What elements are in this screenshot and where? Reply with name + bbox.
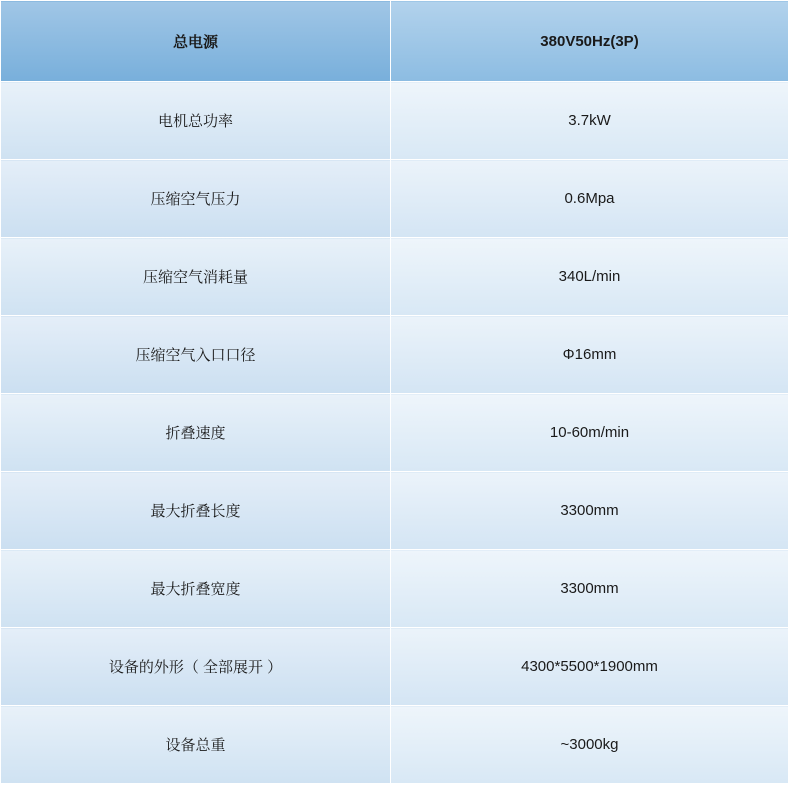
cell-parameter-value: 340L/min — [391, 238, 788, 316]
cell-parameter-name: 压缩空气压力 — [1, 160, 391, 238]
table-header — [1, 1, 788, 82]
table-row — [1, 316, 788, 394]
cell-parameter-name: 最大折叠宽度 — [1, 550, 391, 628]
table-row — [1, 394, 788, 472]
cell-parameter-name: 折叠速度 — [1, 394, 391, 472]
cell-parameter-name: 压缩空气消耗量 — [1, 238, 391, 316]
cell-parameter-value: 3300mm — [391, 550, 788, 628]
table-row — [1, 472, 788, 550]
cell-parameter-name: 压缩空气入口口径 — [1, 316, 391, 394]
cell-parameter-name: 设备的外形（ 全部展开 ） — [1, 628, 391, 706]
cell-parameter-value: 3.7kW — [391, 82, 788, 160]
table-row — [1, 550, 788, 628]
table-body — [1, 82, 788, 784]
table-row — [1, 238, 788, 316]
header-cell-parameter: 总电源 — [1, 1, 391, 82]
table-header-row — [1, 1, 788, 82]
cell-parameter-value: ~3000kg — [391, 706, 788, 784]
cell-parameter-name: 设备总重 — [1, 706, 391, 784]
table-row — [1, 628, 788, 706]
cell-parameter-value: 3300mm — [391, 472, 788, 550]
cell-parameter-value: 0.6Mpa — [391, 160, 788, 238]
cell-parameter-value: 10-60m/min — [391, 394, 788, 472]
cell-parameter-value: 4300*5500*1900mm — [391, 628, 788, 706]
table-row — [1, 82, 788, 160]
cell-parameter-name: 电机总功率 — [1, 82, 391, 160]
header-cell-value: 380V50Hz(3P) — [391, 1, 788, 82]
cell-parameter-value: Φ16mm — [391, 316, 788, 394]
table-row — [1, 706, 788, 784]
cell-parameter-name: 最大折叠长度 — [1, 472, 391, 550]
table-row — [1, 160, 788, 238]
